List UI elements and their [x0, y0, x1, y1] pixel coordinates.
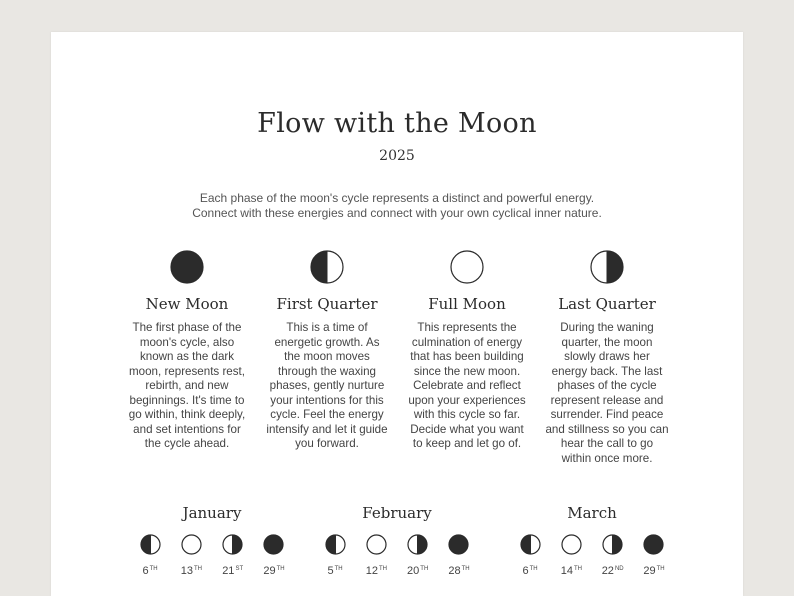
moon-date-suffix: TH — [461, 566, 470, 572]
month-january — [137, 504, 287, 577]
phase-description: This is a time of energetic growth. As the moon moves through the waxing phases, gently nurture your intentions for this cycle. Feel the energy intensify and let it guide you forward. — [266, 321, 388, 450]
moon-date-label — [517, 565, 543, 577]
moon-date — [178, 534, 204, 577]
new-moon-icon — [170, 250, 204, 284]
moon-date-suffix: TH — [573, 566, 582, 572]
new-moon-icon — [643, 534, 664, 555]
moon-date-day: 5 — [327, 565, 334, 577]
phase-description: During the waning quarter, the moon slowly draws her energy back. The last phases of the cycle represent release and surrender. Find peace and stillness so you can hear the call to go within once more. — [545, 321, 669, 465]
moon-date-label — [446, 565, 472, 577]
last-quarter-moon-icon — [407, 534, 428, 555]
moon-date — [261, 534, 287, 577]
moon-date-day: 6 — [142, 565, 149, 577]
moon-date — [558, 534, 584, 577]
moon-date-label — [220, 565, 246, 577]
phase-description: This represents the culmination of energy that has been building since the new moon. Celebrate and reflect upon your experiences with this cycle so far. Decide what you want to keep and let go of. — [408, 321, 526, 450]
moon-date-day: 21 — [222, 565, 235, 577]
first-quarter-moon-icon — [520, 534, 541, 555]
new-moon-icon — [448, 534, 469, 555]
phase-last-quarter — [532, 250, 682, 466]
moon-date-suffix: TH — [529, 566, 538, 572]
moon-date-suffix: ST — [235, 566, 244, 572]
phase-name: Last Quarter — [558, 295, 656, 313]
month-name: February — [362, 504, 432, 522]
moon-date-suffix: TH — [656, 566, 665, 572]
moon-date-day: 28 — [448, 565, 461, 577]
moon-date-label — [137, 565, 163, 577]
phase-full-moon — [392, 250, 542, 452]
moon-date-day: 29 — [263, 565, 276, 577]
month-moon-row — [137, 534, 287, 577]
calendar-page — [51, 32, 743, 596]
full-moon-icon — [450, 250, 484, 284]
month-moon-row — [322, 534, 472, 577]
moon-date — [363, 534, 389, 577]
moon-date-day: 20 — [407, 565, 420, 577]
moon-date — [137, 534, 163, 577]
full-moon-icon — [366, 534, 387, 555]
full-moon-icon — [561, 534, 582, 555]
moon-date — [322, 534, 348, 577]
moon-date-day: 29 — [643, 565, 656, 577]
first-quarter-moon-icon — [140, 534, 161, 555]
phase-first-quarter — [252, 250, 402, 452]
moon-date-suffix: ND — [614, 566, 624, 572]
moon-date-day: 6 — [522, 565, 529, 577]
first-quarter-moon-icon — [310, 250, 344, 284]
phase-name: Full Moon — [428, 295, 506, 313]
new-moon-icon — [263, 534, 284, 555]
month-february — [322, 504, 472, 577]
moon-date — [405, 534, 431, 577]
moon-date-label — [178, 565, 204, 577]
moon-date-label — [405, 565, 431, 577]
month-moon-row — [517, 534, 667, 577]
last-quarter-moon-icon — [602, 534, 623, 555]
moon-date-day: 22 — [601, 565, 614, 577]
month-name: March — [567, 504, 617, 522]
moon-date-suffix: TH — [149, 566, 158, 572]
month-march — [517, 504, 667, 577]
moon-date-day: 13 — [180, 565, 193, 577]
page-title: Flow with the Moon — [257, 108, 537, 139]
moon-date-suffix: TH — [193, 566, 202, 572]
moon-date-label — [261, 565, 287, 577]
moon-date-suffix: TH — [334, 566, 343, 572]
moon-date — [517, 534, 543, 577]
moon-date-day: 12 — [365, 565, 378, 577]
moon-date-label — [600, 565, 626, 577]
moon-date-suffix: TH — [276, 566, 285, 572]
moon-date-label — [641, 565, 667, 577]
moon-date — [220, 534, 246, 577]
intro-line: Each phase of the moon's cycle represents a distinct and powerful energy. — [199, 191, 595, 205]
moon-date — [600, 534, 626, 577]
year-label: 2025 — [379, 148, 415, 164]
last-quarter-moon-icon — [222, 534, 243, 555]
phase-new-moon — [112, 250, 262, 452]
month-name: January — [182, 504, 242, 522]
moon-date-suffix: TH — [378, 566, 387, 572]
moon-date-day: 14 — [560, 565, 573, 577]
phase-description: The first phase of the moon's cycle, also known as the dark moon, represents rest, rebirth, and new beginnings. It's time to go within, think deeply, and set intentions for the cycle ahead. — [128, 321, 246, 450]
phase-name: New Moon — [145, 295, 229, 313]
moon-date-suffix: TH — [420, 566, 429, 572]
intro-line: Connect with these energies and connect with your own cyclical inner nature. — [192, 206, 602, 220]
moon-date-label — [558, 565, 584, 577]
intro-text — [51, 191, 743, 221]
moon-date-label — [363, 565, 389, 577]
moon-date — [446, 534, 472, 577]
full-moon-icon — [181, 534, 202, 555]
phase-name: First Quarter — [276, 295, 378, 313]
last-quarter-moon-icon — [590, 250, 624, 284]
first-quarter-moon-icon — [325, 534, 346, 555]
moon-date — [641, 534, 667, 577]
moon-date-label — [322, 565, 348, 577]
